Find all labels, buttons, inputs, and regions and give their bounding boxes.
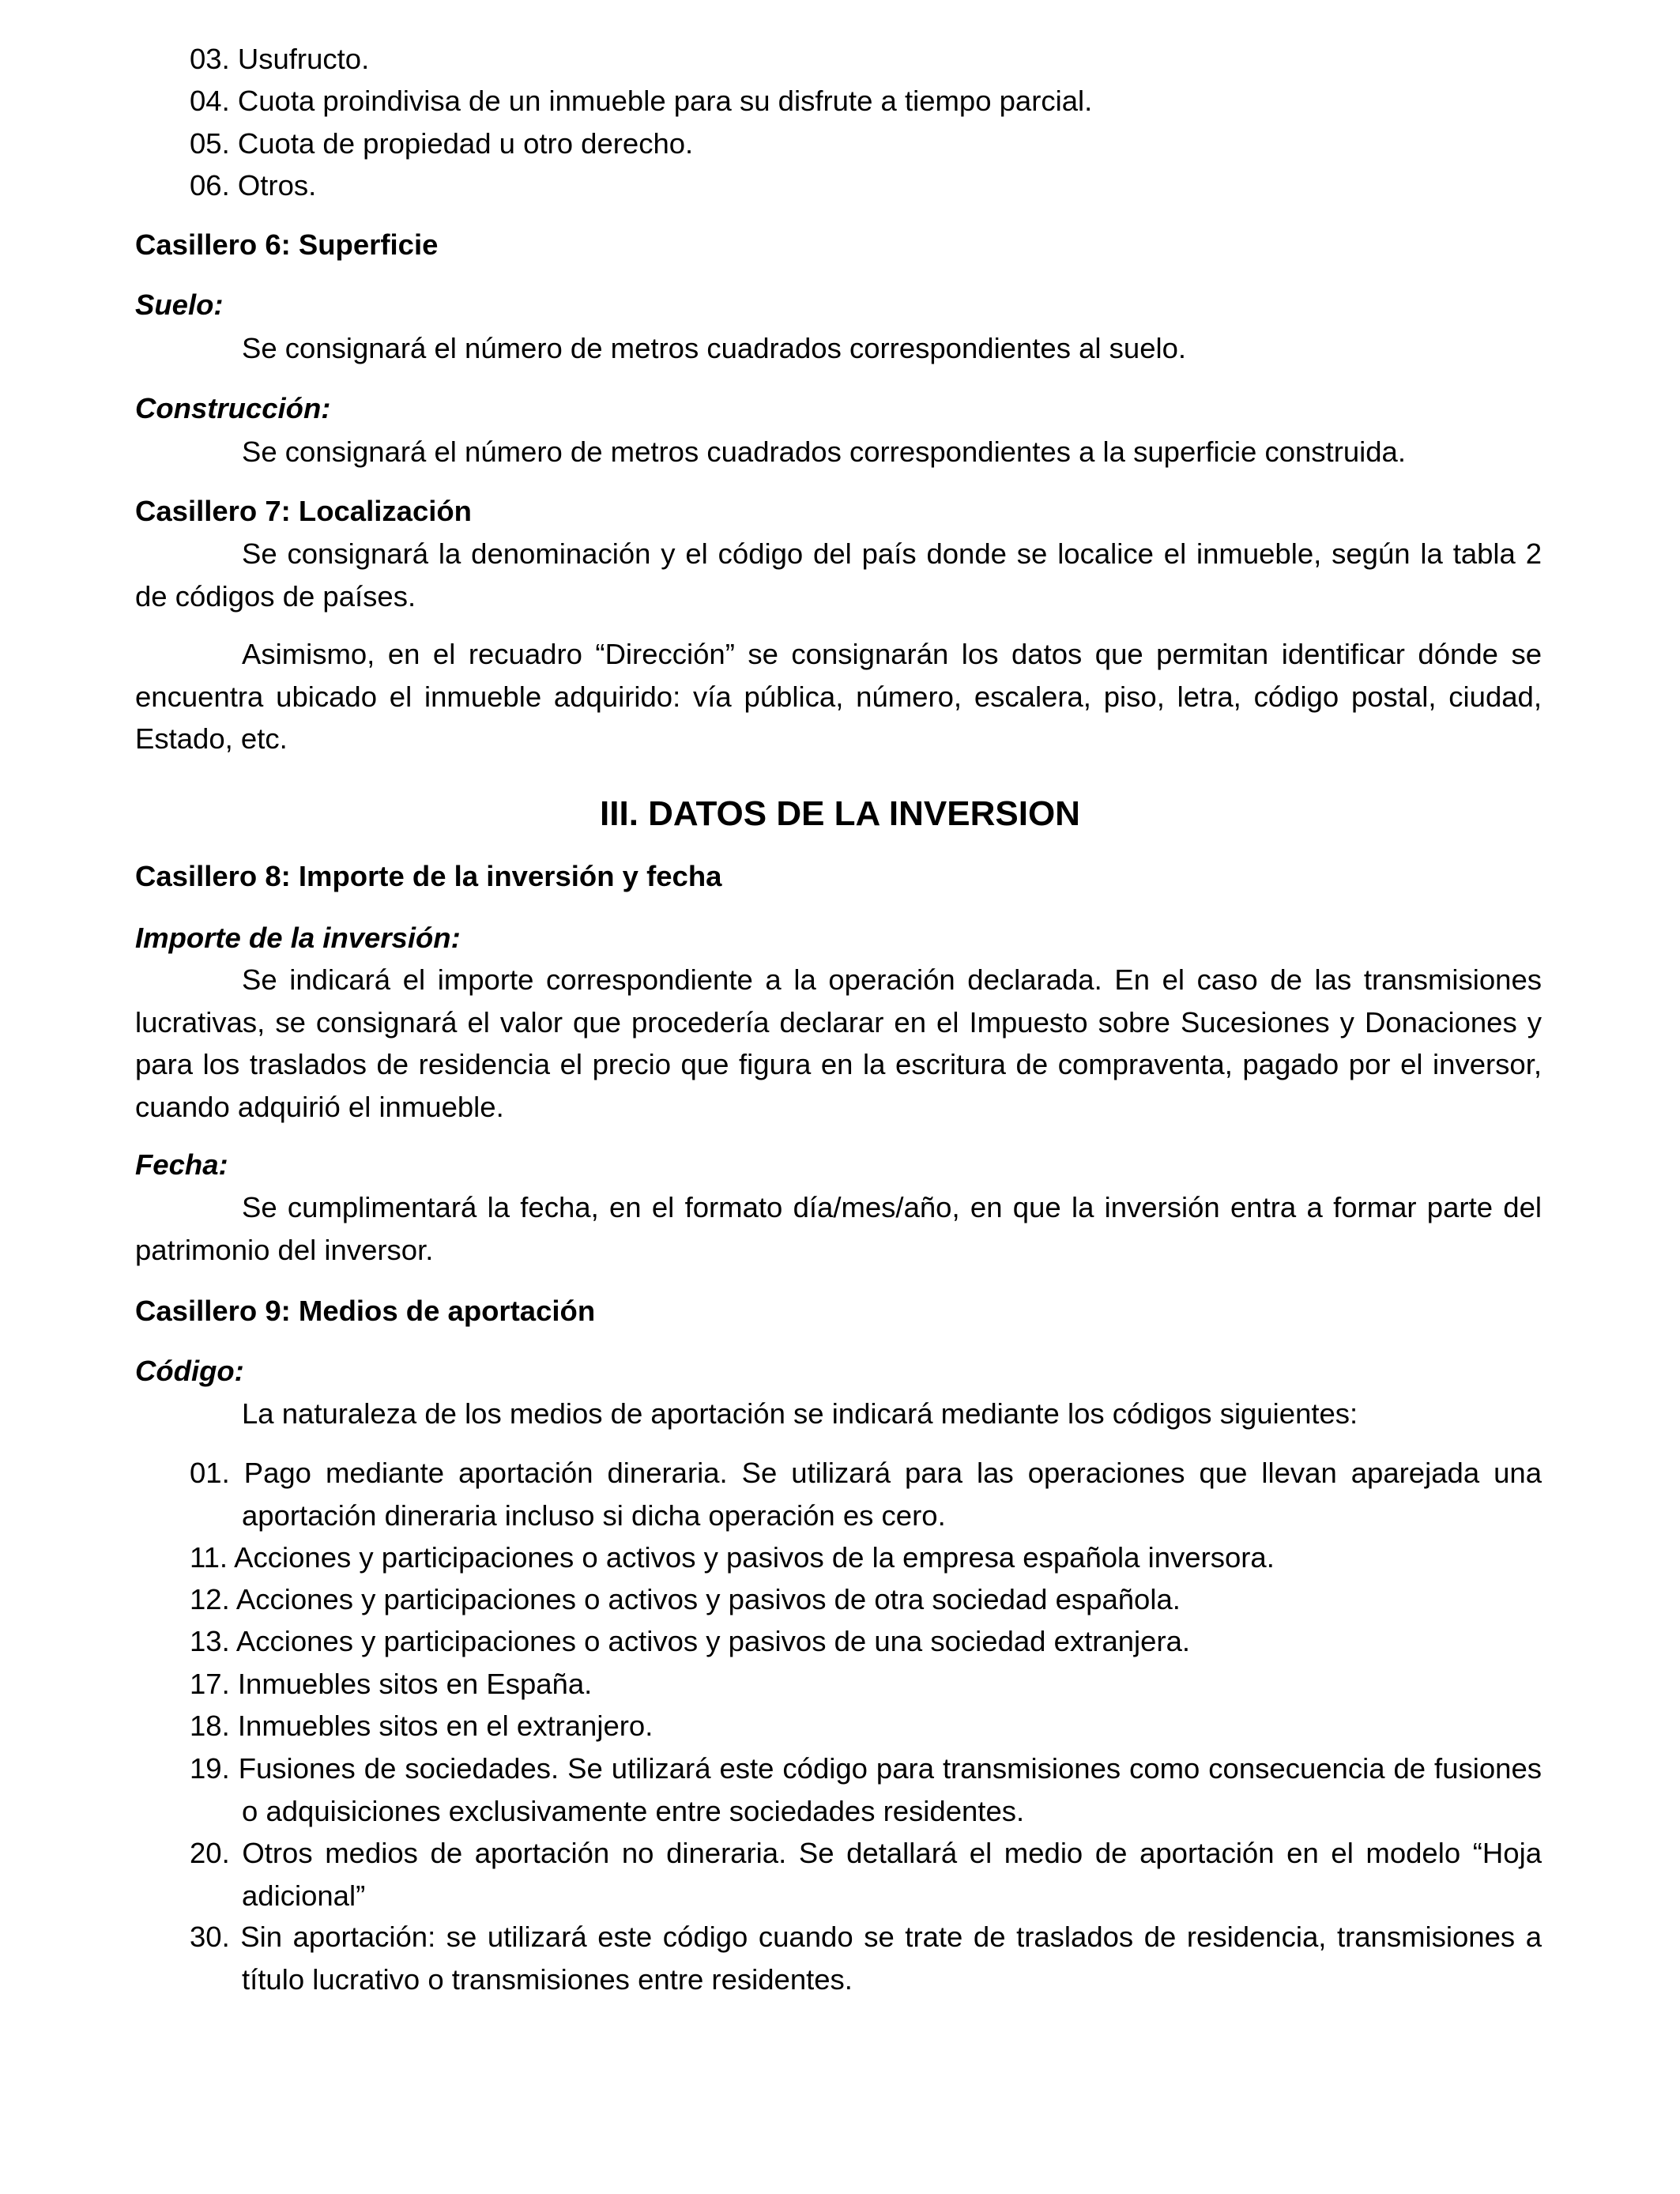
subheading: Suelo: (135, 288, 224, 321)
paragraph: Se indicará el importe correspondiente a la operación declarada. En el caso de las transmisiones lucrativas, se consignará el valor que procedería declarar en el Impuesto sobre Sucesiones y Donaciones y para los traslados de residencia el precio que figura en la escritura de compraventa, pagado por el inversor, cuando adquirió el inmueble. (135, 963, 1542, 1123)
section-heading: Casillero 9: Medios de aportación (135, 1295, 596, 1327)
paragraph: La naturaleza de los medios de aportación se indicará mediante los códigos siguientes: (242, 1397, 1358, 1430)
list-item: 01. Pago mediante aportación dineraria. Se utilizará para las operaciones que llevan aparejada una aportación dineraria incluso si dicha operación es cero. (190, 1457, 1542, 1532)
list-item: 18. Inmuebles sitos en el extranjero. (190, 1710, 654, 1742)
page-title: III. DATOS DE LA INVERSION (600, 794, 1080, 833)
list-item: 11. Acciones y participaciones o activos y pasivos de la empresa española inversora. (190, 1541, 1275, 1574)
section-heading: Casillero 6: Superficie (135, 228, 439, 261)
subheading: Fecha: (135, 1148, 228, 1181)
section-heading: Casillero 8: Importe de la inversión y fecha (135, 860, 722, 892)
subheading: Construcción: (135, 392, 331, 424)
paragraph: Asimismo, en el recuadro “Dirección” se consignarán los datos que permitan identificar dónde se encuentra ubicado el inmueble adquirido: vía pública, número, escalera, piso, letra, código postal, ciudad, Estado, etc. (135, 638, 1542, 755)
list-item: 03. Usufructo. (190, 43, 370, 75)
list-item: 17. Inmuebles sitos en España. (190, 1668, 593, 1700)
subheading: Importe de la inversión: (135, 922, 461, 954)
paragraph: Se consignará el número de metros cuadrados correspondientes al suelo. (242, 332, 1187, 364)
paragraph: Se consignará la denominación y el código del país donde se localice el inmueble, según la tabla 2 de códigos de países. (135, 537, 1542, 613)
list-item: 19. Fusiones de sociedades. Se utilizará este código para transmisiones como consecuencia de fusiones o adquisiciones exclusivamente entre sociedades residentes. (190, 1752, 1542, 1827)
list-item: 06. Otros. (190, 169, 317, 202)
list-item: 04. Cuota proindivisa de un inmueble para su disfrute a tiempo parcial. (190, 85, 1093, 117)
section-heading: Casillero 7: Localización (135, 495, 472, 527)
list-item: 05. Cuota de propiedad u otro derecho. (190, 127, 694, 160)
list-item: 20. Otros medios de aportación no dineraria. Se detallará el medio de aportación en el modelo “Hoja adicional” (190, 1837, 1542, 1912)
paragraph: Se cumplimentará la fecha, en el formato día/mes/año, en que la inversión entra a formar parte del patrimonio del inversor. (135, 1191, 1542, 1266)
paragraph: Se consignará el número de metros cuadrados correspondientes a la superficie construida. (242, 435, 1406, 468)
subheading: Código: (135, 1355, 244, 1387)
list-item: 12. Acciones y participaciones o activos y pasivos de otra sociedad española. (190, 1583, 1181, 1615)
list-item: 30. Sin aportación: se utilizará este código cuando se trate de traslados de residencia, transmisiones a título lucrativo o transmisiones entre residentes. (190, 1921, 1542, 1996)
list-item: 13. Acciones y participaciones o activos y pasivos de una sociedad extranjera. (190, 1625, 1191, 1657)
